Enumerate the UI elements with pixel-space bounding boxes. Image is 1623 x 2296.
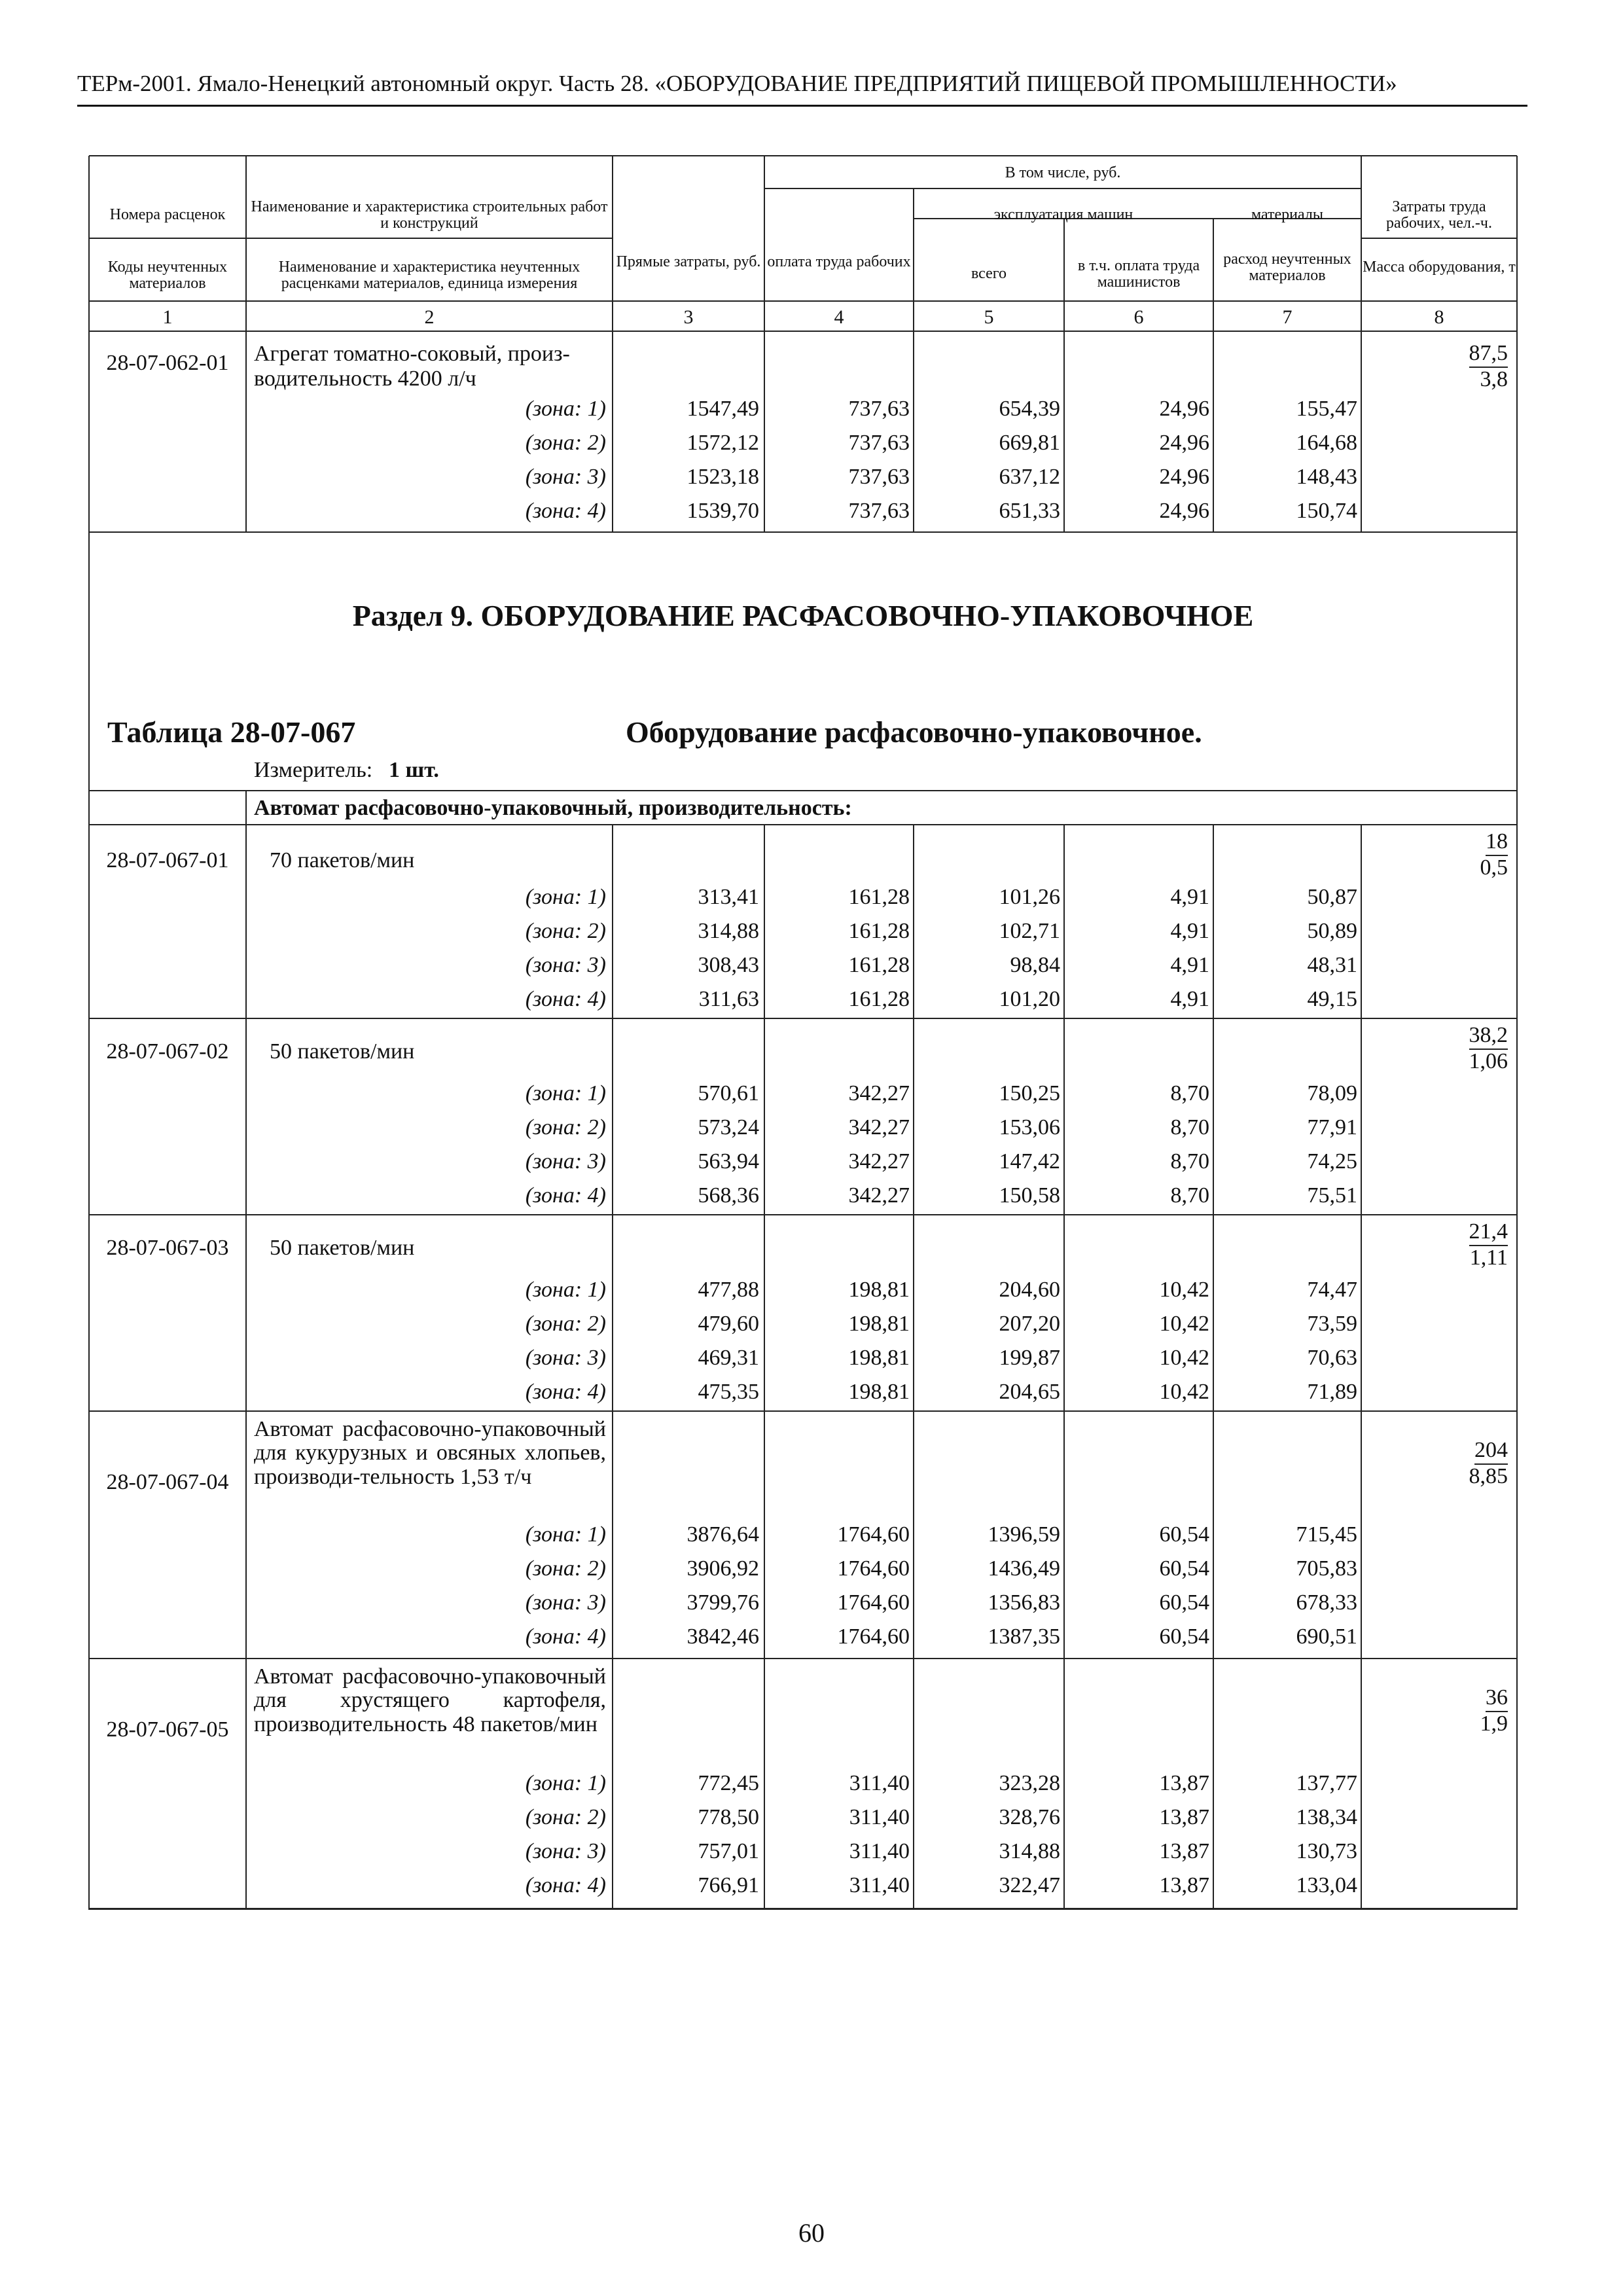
labor-mass-fraction [1436, 1024, 1508, 1073]
rate-code: 28-07-067-03 [106, 1236, 229, 1260]
machines-total: 101,26 [999, 885, 1060, 909]
materials: 74,47 [1307, 1278, 1357, 1302]
materials: 50,89 [1307, 919, 1357, 943]
direct-cost: 570,61 [698, 1081, 759, 1105]
work-name: Автомат расфасовочно-упаковочный для хрустящего картофеля, производительность 48 пакетов/мин [254, 1664, 606, 1736]
mass-value: 3,8 [1480, 367, 1508, 391]
machines-total: 323,28 [999, 1771, 1060, 1795]
column-rule [1063, 1215, 1065, 1411]
col5-header: всего [971, 265, 1007, 282]
wages: 1764,60 [837, 1590, 910, 1615]
header-rule [77, 105, 1527, 107]
operators-wages: 4,91 [1170, 953, 1209, 977]
direct-cost: 3799,76 [687, 1590, 759, 1615]
col1-top-header: Номера расценок [109, 206, 226, 223]
labor-value: 38,2 [1469, 1024, 1508, 1050]
column-rule [764, 156, 765, 331]
measure-label: Измеритель: [254, 758, 373, 782]
zone-label: (зона: 3) [525, 1590, 606, 1615]
wages: 311,40 [849, 1805, 910, 1829]
column-rule [612, 1215, 613, 1411]
row-rule [89, 1908, 1517, 1910]
column-rule [1361, 825, 1362, 1018]
direct-cost: 3876,64 [687, 1522, 759, 1547]
operators-wages: 13,87 [1159, 1873, 1209, 1897]
column-rule [245, 1018, 247, 1215]
labor-value: 87,5 [1469, 342, 1508, 368]
direct-cost: 563,94 [698, 1149, 759, 1174]
column-rule [1516, 156, 1518, 1910]
wages: 311,40 [849, 1873, 910, 1897]
materials: 715,45 [1296, 1522, 1357, 1547]
labor-value: 204 [1474, 1439, 1508, 1465]
direct-cost: 1547,49 [687, 397, 759, 421]
direct-cost: 477,88 [698, 1278, 759, 1302]
materials: 137,77 [1296, 1771, 1357, 1795]
machines-total: 654,39 [999, 397, 1060, 421]
column-number: 8 [1434, 306, 1444, 328]
materials: 130,73 [1296, 1839, 1357, 1863]
zone-label: (зона: 4) [525, 1624, 606, 1649]
column-rule [764, 1411, 765, 1659]
operators-wages: 24,96 [1159, 397, 1209, 421]
wages: 342,27 [848, 1183, 910, 1208]
machines-total: 147,42 [999, 1149, 1060, 1174]
zone-label: (зона: 2) [525, 1556, 606, 1581]
operators-wages: 8,70 [1170, 1115, 1209, 1139]
wages: 342,27 [848, 1081, 910, 1105]
materials: 155,47 [1296, 397, 1357, 421]
column-rule [764, 825, 765, 1018]
machines-total: 207,20 [999, 1312, 1060, 1336]
work-name: 50 пакетов/мин [270, 1039, 415, 1064]
wages: 737,63 [848, 431, 910, 455]
column-rule [88, 156, 90, 1910]
labor-value: 18 [1486, 830, 1508, 856]
direct-cost: 308,43 [698, 953, 759, 977]
column-rule [1213, 1018, 1214, 1215]
machines-total: 328,76 [999, 1805, 1060, 1829]
column-rule [1063, 331, 1065, 532]
machines-total: 322,47 [999, 1873, 1060, 1897]
column-rule [1361, 156, 1362, 331]
materials: 48,31 [1307, 953, 1357, 977]
machines-total: 1396,59 [988, 1522, 1060, 1547]
column-rule [764, 1215, 765, 1411]
wages: 161,28 [848, 919, 910, 943]
row-rule [89, 300, 1517, 302]
zone-label: (зона: 3) [525, 1346, 606, 1370]
column-rule [612, 825, 613, 1018]
mass-value: 1,9 [1480, 1711, 1508, 1736]
column-rule [913, 331, 914, 532]
column-rule [1361, 1215, 1362, 1411]
rate-code: 28-07-067-02 [106, 1039, 229, 1064]
rate-code: 28-07-067-05 [106, 1717, 229, 1742]
wages: 737,63 [848, 397, 910, 421]
row-rule [89, 155, 1517, 156]
row-rule [1361, 238, 1517, 239]
col6-header: в т.ч. оплата труда машинистов [1077, 257, 1200, 291]
column-number: 4 [834, 306, 844, 328]
price-table [89, 156, 1517, 1910]
labor-mass-fraction [1436, 342, 1508, 391]
operators-wages: 24,96 [1159, 431, 1209, 455]
zone-label: (зона: 2) [525, 1312, 606, 1336]
column-rule [1063, 825, 1065, 1018]
direct-cost: 1523,18 [687, 465, 759, 489]
machines-total: 102,71 [999, 919, 1060, 943]
direct-cost: 314,88 [698, 919, 759, 943]
materials: 148,43 [1296, 465, 1357, 489]
row-rule [89, 790, 1517, 791]
wages: 737,63 [848, 499, 910, 523]
column-rule [245, 331, 247, 532]
machines-total: 1356,83 [988, 1590, 1060, 1615]
operators-wages: 10,42 [1159, 1312, 1209, 1336]
column-rule [1361, 1411, 1362, 1659]
section-title: Раздел 9. ОБОРУДОВАНИЕ РАСФАСОВОЧНО-УПАКОВОЧНОЕ [352, 599, 1254, 632]
direct-cost: 778,50 [698, 1805, 759, 1829]
direct-cost: 3842,46 [687, 1624, 759, 1649]
operators-wages: 8,70 [1170, 1149, 1209, 1174]
machines-header: эксплуатация машин [993, 206, 1133, 223]
work-name-line: водительность 4200 л/ч [254, 367, 476, 391]
wages: 1764,60 [837, 1624, 910, 1649]
operators-wages: 4,91 [1170, 919, 1209, 943]
column-rule [764, 1018, 765, 1215]
column-rule [913, 1018, 914, 1215]
column-rule [612, 1018, 613, 1215]
direct-cost: 772,45 [698, 1771, 759, 1795]
work-name-line: Агрегат томатно-соковый, произ- [254, 342, 570, 366]
mass-value: 1,06 [1469, 1049, 1508, 1073]
table-title: Оборудование расфасовочно-упаковочное. [626, 715, 1202, 749]
machines-total: 98,84 [1010, 953, 1060, 977]
direct-cost: 1539,70 [687, 499, 759, 523]
direct-cost: 469,31 [698, 1346, 759, 1370]
column-rule [245, 791, 247, 825]
zone-label: (зона: 2) [525, 919, 606, 943]
operators-wages: 8,70 [1170, 1183, 1209, 1208]
materials: 73,59 [1307, 1312, 1357, 1336]
running-header: ТЕРм-2001. Ямало-Ненецкий автономный округ. Часть 28. «ОБОРУДОВАНИЕ ПРЕДПРИЯТИЙ ПИЩЕВОЙ ПРОМЫШЛЕННОСТИ» [77, 71, 1397, 96]
zone-label: (зона: 1) [525, 885, 606, 909]
zone-label: (зона: 2) [525, 1115, 606, 1139]
wages: 198,81 [848, 1380, 910, 1404]
wages: 161,28 [848, 953, 910, 977]
materials-header: материалы [1251, 206, 1323, 223]
materials: 70,63 [1307, 1346, 1357, 1370]
wages: 198,81 [848, 1312, 910, 1336]
col3-header: Прямые затраты, руб. [616, 253, 761, 270]
column-number: 7 [1282, 306, 1293, 328]
materials: 678,33 [1296, 1590, 1357, 1615]
column-rule [245, 1659, 247, 1909]
mass-value: 8,85 [1469, 1463, 1508, 1488]
machines-total: 669,81 [999, 431, 1060, 455]
materials: 50,87 [1307, 885, 1357, 909]
zone-label: (зона: 4) [525, 499, 606, 523]
rate-code: 28-07-067-01 [106, 848, 229, 872]
rate-code: 28-07-067-04 [106, 1470, 229, 1494]
machines-total: 204,65 [999, 1380, 1060, 1404]
zone-label: (зона: 2) [525, 1805, 606, 1829]
column-number: 1 [162, 306, 173, 328]
wages: 1764,60 [837, 1522, 910, 1547]
column-rule [612, 156, 613, 331]
zone-label: (зона: 1) [525, 1522, 606, 1547]
direct-cost: 766,91 [698, 1873, 759, 1897]
column-rule [913, 825, 914, 1018]
wages: 342,27 [848, 1149, 910, 1174]
direct-cost: 475,35 [698, 1380, 759, 1404]
operators-wages: 60,54 [1159, 1590, 1209, 1615]
column-rule [1063, 1018, 1065, 1215]
row-rule [89, 238, 613, 239]
operators-wages: 60,54 [1159, 1522, 1209, 1547]
rate-code: 28-07-062-01 [106, 351, 229, 375]
materials: 164,68 [1296, 431, 1357, 455]
labor-mass-fraction [1436, 1220, 1508, 1269]
materials: 78,09 [1307, 1081, 1357, 1105]
wages: 342,27 [848, 1115, 910, 1139]
materials: 705,83 [1296, 1556, 1357, 1581]
column-rule [1361, 331, 1362, 532]
materials: 74,25 [1307, 1149, 1357, 1174]
operators-wages: 24,96 [1159, 499, 1209, 523]
labor-mass-fraction [1436, 1439, 1508, 1488]
machines-total: 153,06 [999, 1115, 1060, 1139]
direct-cost: 757,01 [698, 1839, 759, 1863]
column-rule [612, 331, 613, 532]
in-that-number-header: В том числе, руб. [1005, 164, 1121, 181]
direct-cost: 1572,12 [687, 431, 759, 455]
column-rule [245, 156, 247, 331]
row-rule [89, 331, 1517, 332]
col4-header: оплата труда рабочих [767, 253, 911, 270]
column-rule [1213, 1411, 1214, 1659]
work-name: 70 пакетов/мин [270, 848, 415, 872]
row-rule [89, 1658, 1517, 1659]
machines-total: 199,87 [999, 1346, 1060, 1370]
machines-total: 1436,49 [988, 1556, 1060, 1581]
materials: 49,15 [1307, 987, 1357, 1011]
operators-wages: 60,54 [1159, 1624, 1209, 1649]
operators-wages: 13,87 [1159, 1771, 1209, 1795]
row-rule [89, 824, 1517, 825]
column-rule [1213, 331, 1214, 532]
column-number: 5 [984, 306, 994, 328]
machines-total: 314,88 [999, 1839, 1060, 1863]
zone-label: (зона: 3) [525, 953, 606, 977]
row-rule [89, 1410, 1517, 1412]
column-rule [1213, 825, 1214, 1018]
direct-cost: 3906,92 [687, 1556, 759, 1581]
wages: 198,81 [848, 1346, 910, 1370]
work-name: Автомат расфасовочно-упаковочный для кукурузных и овсяных хлопьев, производи-тельность 1,53 т/ч [254, 1417, 606, 1489]
column-rule [1213, 1659, 1214, 1909]
table-label: Таблица 28-07-067 [107, 715, 356, 749]
machines-total: 637,12 [999, 465, 1060, 489]
mass-value: 0,5 [1480, 855, 1508, 880]
column-rule [245, 1215, 247, 1411]
col1-bottom-header: Коды неучтенных материалов [107, 259, 228, 293]
materials: 77,91 [1307, 1115, 1357, 1139]
direct-cost: 313,41 [698, 885, 759, 909]
col8-bottom-header: Масса оборудования, т [1363, 259, 1516, 276]
operators-wages: 10,42 [1159, 1278, 1209, 1302]
labor-mass-fraction [1436, 1686, 1508, 1735]
labor-value: 21,4 [1469, 1220, 1508, 1246]
machines-total: 1387,35 [988, 1624, 1060, 1649]
materials: 138,34 [1296, 1805, 1357, 1829]
page-number: 60 [798, 2218, 825, 2248]
column-rule [1063, 1659, 1065, 1909]
row-rule [89, 531, 1517, 533]
column-rule [764, 1659, 765, 1909]
materials: 71,89 [1307, 1380, 1357, 1404]
zone-label: (зона: 2) [525, 431, 606, 455]
operators-wages: 10,42 [1159, 1380, 1209, 1404]
col2-bottom-header: Наименование и характеристика неучтенных расценками материалов, единица измерения [278, 259, 580, 293]
materials: 75,51 [1307, 1183, 1357, 1208]
operators-wages: 24,96 [1159, 465, 1209, 489]
column-number: 2 [424, 306, 435, 328]
zone-label: (зона: 4) [525, 1380, 606, 1404]
row-rule [764, 188, 1361, 189]
operators-wages: 10,42 [1159, 1346, 1209, 1370]
operators-wages: 13,87 [1159, 1839, 1209, 1863]
direct-cost: 311,63 [698, 987, 759, 1011]
materials: 133,04 [1296, 1873, 1357, 1897]
wages: 198,81 [848, 1278, 910, 1302]
zone-label: (зона: 4) [525, 1183, 606, 1208]
machines-total: 150,25 [999, 1081, 1060, 1105]
machines-total: 204,60 [999, 1278, 1060, 1302]
materials: 150,74 [1296, 499, 1357, 523]
column-rule [612, 1411, 613, 1659]
zone-label: (зона: 4) [525, 1873, 606, 1897]
direct-cost: 568,36 [698, 1183, 759, 1208]
column-rule [1213, 1215, 1214, 1411]
machines-total: 150,58 [999, 1183, 1060, 1208]
column-rule [913, 1659, 914, 1909]
column-rule [612, 1659, 613, 1909]
zone-label: (зона: 1) [525, 1081, 606, 1105]
zone-label: (зона: 3) [525, 1149, 606, 1174]
column-rule [764, 331, 765, 532]
col2-top-header: Наименование и характеристика строительных работ и конструкций [251, 198, 608, 232]
zone-label: (зона: 1) [525, 1278, 606, 1302]
machines-total: 651,33 [999, 499, 1060, 523]
column-rule [913, 1411, 914, 1659]
wages: 161,28 [848, 885, 910, 909]
operators-wages: 13,87 [1159, 1805, 1209, 1829]
machines-total: 101,20 [999, 987, 1060, 1011]
mass-value: 1,11 [1469, 1245, 1508, 1270]
zone-label: (зона: 3) [525, 1839, 606, 1863]
direct-cost: 479,60 [698, 1312, 759, 1336]
operators-wages: 8,70 [1170, 1081, 1209, 1105]
col7-header: расход неучтенных материалов [1223, 251, 1351, 285]
column-rule [245, 1411, 247, 1659]
column-rule [1361, 1018, 1362, 1215]
column-rule [913, 1215, 914, 1411]
materials: 690,51 [1296, 1624, 1357, 1649]
wages: 161,28 [848, 987, 910, 1011]
col8-top-header: Затраты труда рабочих, чел.-ч. [1386, 198, 1492, 232]
wages: 311,40 [849, 1771, 910, 1795]
zone-label: (зона: 3) [525, 465, 606, 489]
wages: 737,63 [848, 465, 910, 489]
direct-cost: 573,24 [698, 1115, 759, 1139]
column-number: 3 [683, 306, 694, 328]
column-rule [245, 825, 247, 1018]
column-rule [1361, 1659, 1362, 1909]
wages: 1764,60 [837, 1556, 910, 1581]
operators-wages: 60,54 [1159, 1556, 1209, 1581]
zone-label: (зона: 4) [525, 987, 606, 1011]
row-rule [89, 1018, 1517, 1019]
group-heading: Автомат расфасовочно-упаковочный, производительность: [254, 796, 852, 820]
wages: 311,40 [849, 1839, 910, 1863]
measure-value: 1 шт. [389, 758, 439, 782]
labor-value: 36 [1486, 1686, 1508, 1712]
row-rule [89, 1214, 1517, 1215]
work-name: 50 пакетов/мин [270, 1236, 415, 1260]
column-rule [1063, 1411, 1065, 1659]
labor-mass-fraction [1436, 830, 1508, 879]
zone-label: (зона: 1) [525, 397, 606, 421]
zone-label: (зона: 1) [525, 1771, 606, 1795]
operators-wages: 4,91 [1170, 987, 1209, 1011]
column-number: 6 [1133, 306, 1144, 328]
operators-wages: 4,91 [1170, 885, 1209, 909]
